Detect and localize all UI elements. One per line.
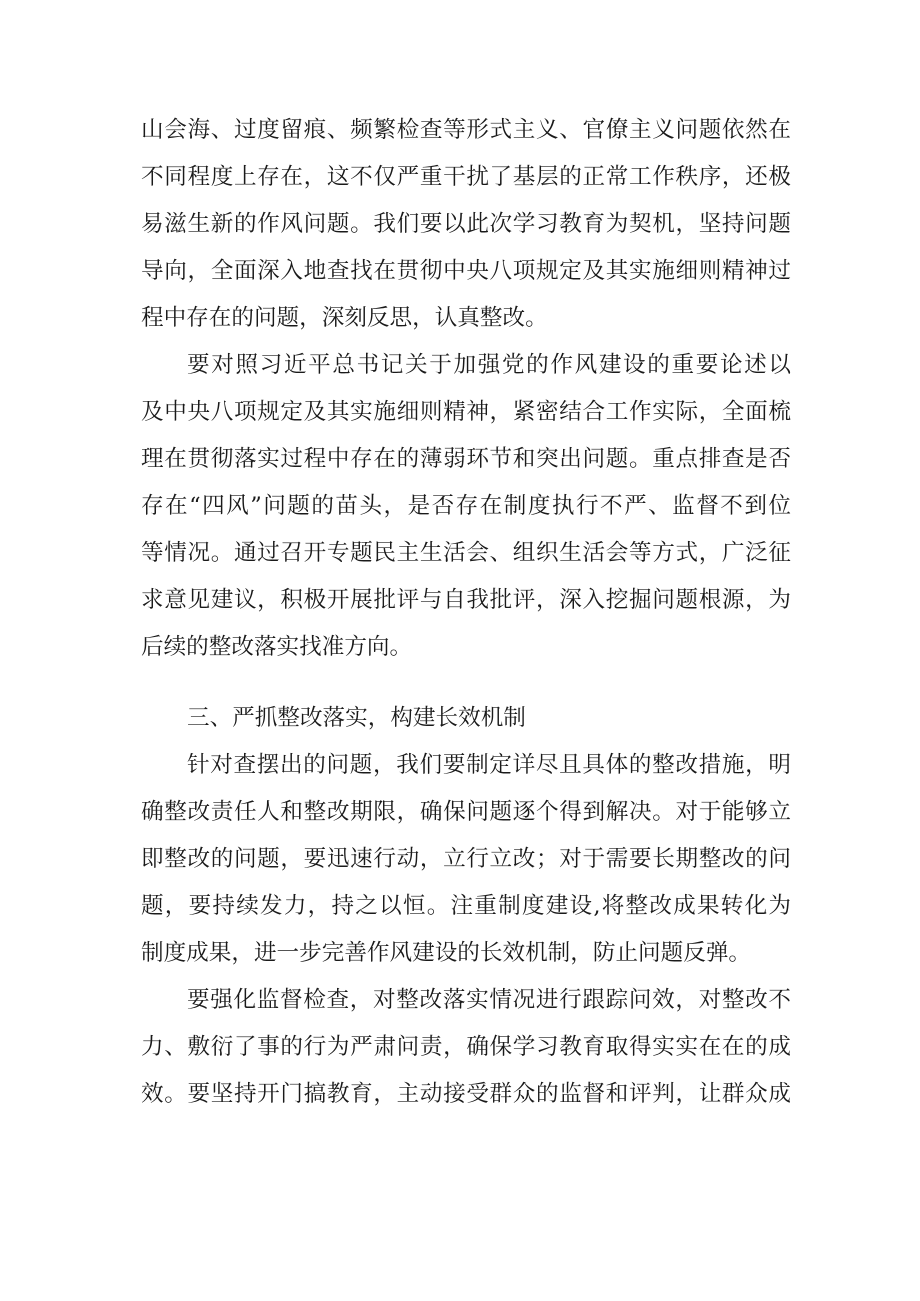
section-paragraph-2-line-3: 效。要坚持开门搞教育，主动接受群众的监督和评判，让群众成 — [141, 1081, 791, 1107]
paragraph-1-line-5: 程中存在的问题，深刻反思，认真整改。 — [141, 305, 548, 331]
section-paragraph-2-line-2: 力、敷衍了事的行为严肃问责，确保学习教育取得实实在在的成 — [141, 1034, 791, 1060]
section-paragraph-1-line-2: 确整改责任人和整改期限，确保问题逐个得到解决。对于能够立 — [141, 799, 791, 825]
paragraph-2-line-6: 求意见建议，积极开展批评与自我批评，深入挖掘问题根源，为 — [141, 587, 791, 613]
paragraph-2-line-3: 理在贯彻落实过程中存在的薄弱环节和突出问题。重点排查是否 — [141, 446, 791, 472]
section-heading: 三、严抓整改落实，构建长效机制 — [187, 705, 526, 731]
paragraph-1-line-1: 山会海、过度留痕、频繁检查等形式主义、官僚主义问题依然在 — [141, 117, 791, 143]
paragraph-2-line-7: 后续的整改落实找准方向。 — [141, 634, 413, 660]
section-paragraph-1-line-3: 即整改的问题，要迅速行动，立行立改；对于需要长期整改的问 — [141, 846, 791, 872]
paragraph-2-line-2: 及中央八项规定及其实施细则精神，紧密结合工作实际，全面梳 — [141, 399, 791, 425]
section-paragraph-1-line-5: 制度成果，进一步完善作风建设的长效机制，防止问题反弹。 — [141, 940, 752, 966]
paragraph-2-line-5: 等情况。通过召开专题民主生活会、组织生活会等方式，广泛征 — [141, 540, 791, 566]
section-paragraph-2-line-1: 要强化监督检查，对整改落实情况进行跟踪问效，对整改不 — [187, 987, 791, 1013]
paragraph-2-line-4: 存在“四风”问题的苗头，是否存在制度执行不严、监督不到位 — [141, 493, 791, 519]
paragraph-1-line-3: 易滋生新的作风问题。我们要以此次学习教育为契机，坚持问题 — [141, 211, 791, 237]
section-paragraph-1-line-1: 针对查摆出的问题，我们要制定详尽且具体的整改措施，明 — [187, 752, 791, 778]
paragraph-2-line-1: 要对照习近平总书记关于加强党的作风建设的重要论述以 — [187, 352, 791, 378]
paragraph-1-line-4: 导向，全面深入地查找在贯彻中央八项规定及其实施细则精神过 — [141, 258, 791, 284]
section-paragraph-1-line-4: 题，要持续发力，持之以恒。注重制度建设,将整改成果转化为 — [141, 893, 791, 919]
paragraph-1-line-2: 不同程度上存在，这不仅严重干扰了基层的正常工作秩序，还极 — [141, 164, 791, 190]
